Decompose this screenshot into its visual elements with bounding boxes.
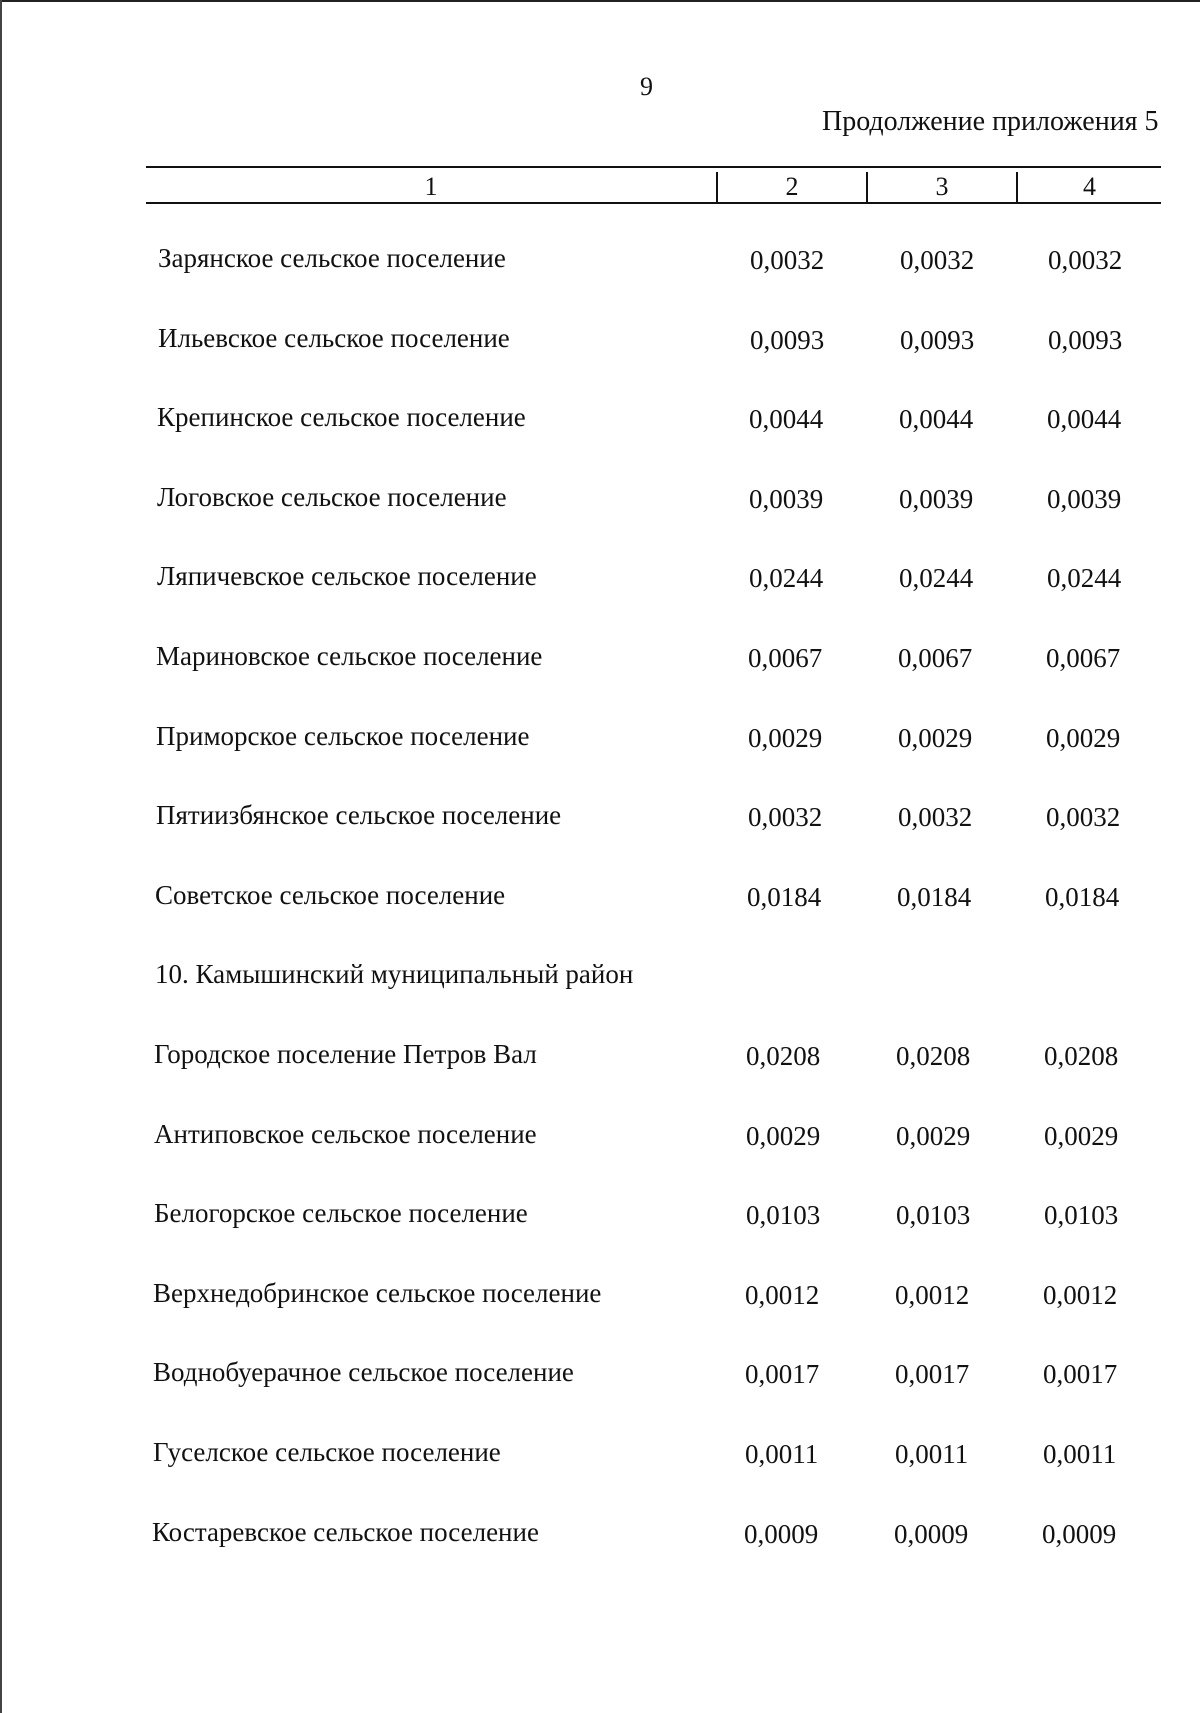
value-col-4: 0,0093 (1048, 325, 1123, 355)
value-col-2: 0,0184 (747, 882, 822, 912)
value-col-3: 0,0029 (898, 723, 973, 753)
table-row (153, 1357, 1153, 1397)
header-bottom-rule (146, 202, 1161, 204)
value-col-4: 0,0009 (1042, 1519, 1117, 1549)
table-row (153, 1437, 1153, 1477)
appendix-continuation-note: Продолжение приложения 5 (822, 106, 1159, 137)
settlement-name: Городское поселение Петров Вал (154, 1039, 537, 1069)
table-row (154, 1119, 1154, 1159)
header-col-1: 1 (424, 172, 438, 201)
value-col-3: 0,0039 (899, 484, 974, 514)
value-col-4: 0,0012 (1043, 1280, 1118, 1310)
value-col-3: 0,0067 (898, 643, 973, 673)
value-col-2: 0,0044 (749, 404, 824, 434)
table-row (156, 721, 1156, 761)
settlement-name: Ляпичевское сельское поселение (157, 561, 537, 591)
table-row (156, 800, 1156, 840)
settlement-name: Гуселское сельское поселение (153, 1437, 501, 1467)
table-row (154, 1198, 1154, 1238)
settlement-name: Костаревское сельское поселение (152, 1517, 539, 1547)
value-col-3: 0,0208 (896, 1041, 971, 1071)
value-col-2: 0,0032 (750, 245, 825, 275)
settlement-name: Крепинское сельское поселение (157, 402, 526, 432)
settlement-name: Приморское сельское поселение (156, 721, 530, 751)
header-col-4: 4 (1083, 172, 1096, 201)
header-col-2: 2 (785, 172, 799, 201)
value-col-2: 0,0029 (748, 723, 823, 753)
value-col-4: 0,0011 (1043, 1439, 1117, 1469)
value-col-2: 0,0017 (745, 1359, 820, 1389)
header-top-rule (146, 166, 1161, 168)
table-row (158, 243, 1158, 283)
value-col-3: 0,0012 (895, 1280, 970, 1310)
settlement-name: Зарянское сельское поселение (158, 243, 506, 273)
page-number: 9 (640, 72, 653, 101)
value-col-3: 0,0184 (897, 882, 972, 912)
value-col-4: 0,0029 (1044, 1121, 1119, 1151)
value-col-4: 0,0029 (1046, 723, 1121, 753)
value-col-4: 0,0067 (1046, 643, 1121, 673)
value-col-4: 0,0244 (1047, 563, 1122, 593)
settlement-name: Советское сельское поселение (155, 880, 506, 910)
value-col-2: 0,0039 (749, 484, 824, 514)
settlement-name: Пятиизбянское сельское поселение (156, 800, 562, 830)
table-row (152, 1517, 1152, 1557)
table-row (155, 959, 1155, 999)
value-col-4: 0,0017 (1043, 1359, 1118, 1389)
value-col-3: 0,0032 (898, 802, 973, 832)
settlement-name: Мариновское сельское поселение (156, 641, 543, 671)
table-row (157, 482, 1157, 522)
value-col-3: 0,0044 (899, 404, 974, 434)
value-col-4: 0,0208 (1044, 1041, 1119, 1071)
value-col-3: 0,0093 (900, 325, 975, 355)
value-col-3: 0,0244 (899, 563, 974, 593)
table-row (156, 641, 1156, 681)
value-col-4: 0,0044 (1047, 404, 1122, 434)
table-row (157, 402, 1157, 442)
value-col-2: 0,0012 (745, 1280, 820, 1310)
scan-edge-top (0, 0, 1200, 2)
settlement-name: 10. Камышинский муниципальный район (155, 959, 634, 989)
table-row (153, 1278, 1153, 1318)
table-row (155, 880, 1155, 920)
header-col-3: 3 (935, 172, 949, 201)
value-col-2: 0,0093 (750, 325, 825, 355)
value-col-2: 0,0244 (749, 563, 824, 593)
table-row (157, 561, 1157, 601)
table-row (154, 1039, 1154, 1079)
value-col-3: 0,0017 (895, 1359, 970, 1389)
value-col-3: 0,0011 (895, 1439, 969, 1469)
value-col-4: 0,0184 (1045, 882, 1120, 912)
value-col-2: 0,0103 (746, 1200, 821, 1230)
value-col-4: 0,0103 (1044, 1200, 1119, 1230)
settlement-name: Логовское сельское поселение (157, 482, 507, 512)
settlement-name: Верхнедобринское сельское поселение (153, 1278, 602, 1308)
settlement-name: Белогорское сельское поселение (154, 1198, 528, 1228)
value-col-4: 0,0039 (1047, 484, 1122, 514)
value-col-2: 0,0029 (746, 1121, 821, 1151)
table-row (158, 323, 1158, 363)
value-col-4: 0,0032 (1046, 802, 1121, 832)
settlement-name: Антиповское сельское поселение (154, 1119, 537, 1149)
value-col-2: 0,0009 (744, 1519, 819, 1549)
value-col-3: 0,0103 (896, 1200, 971, 1230)
value-col-3: 0,0032 (900, 245, 975, 275)
table-header (146, 166, 1161, 204)
settlement-name: Ильевское сельское поселение (158, 323, 510, 353)
value-col-2: 0,0032 (748, 802, 823, 832)
value-col-4: 0,0032 (1048, 245, 1123, 275)
settlement-name: Воднобуерачное сельское поселение (153, 1357, 574, 1387)
value-col-3: 0,0029 (896, 1121, 971, 1151)
value-col-3: 0,0009 (894, 1519, 969, 1549)
value-col-2: 0,0208 (746, 1041, 821, 1071)
scan-edge-left (0, 0, 2, 1713)
value-col-2: 0,0067 (748, 643, 823, 673)
value-col-2: 0,0011 (745, 1439, 819, 1469)
